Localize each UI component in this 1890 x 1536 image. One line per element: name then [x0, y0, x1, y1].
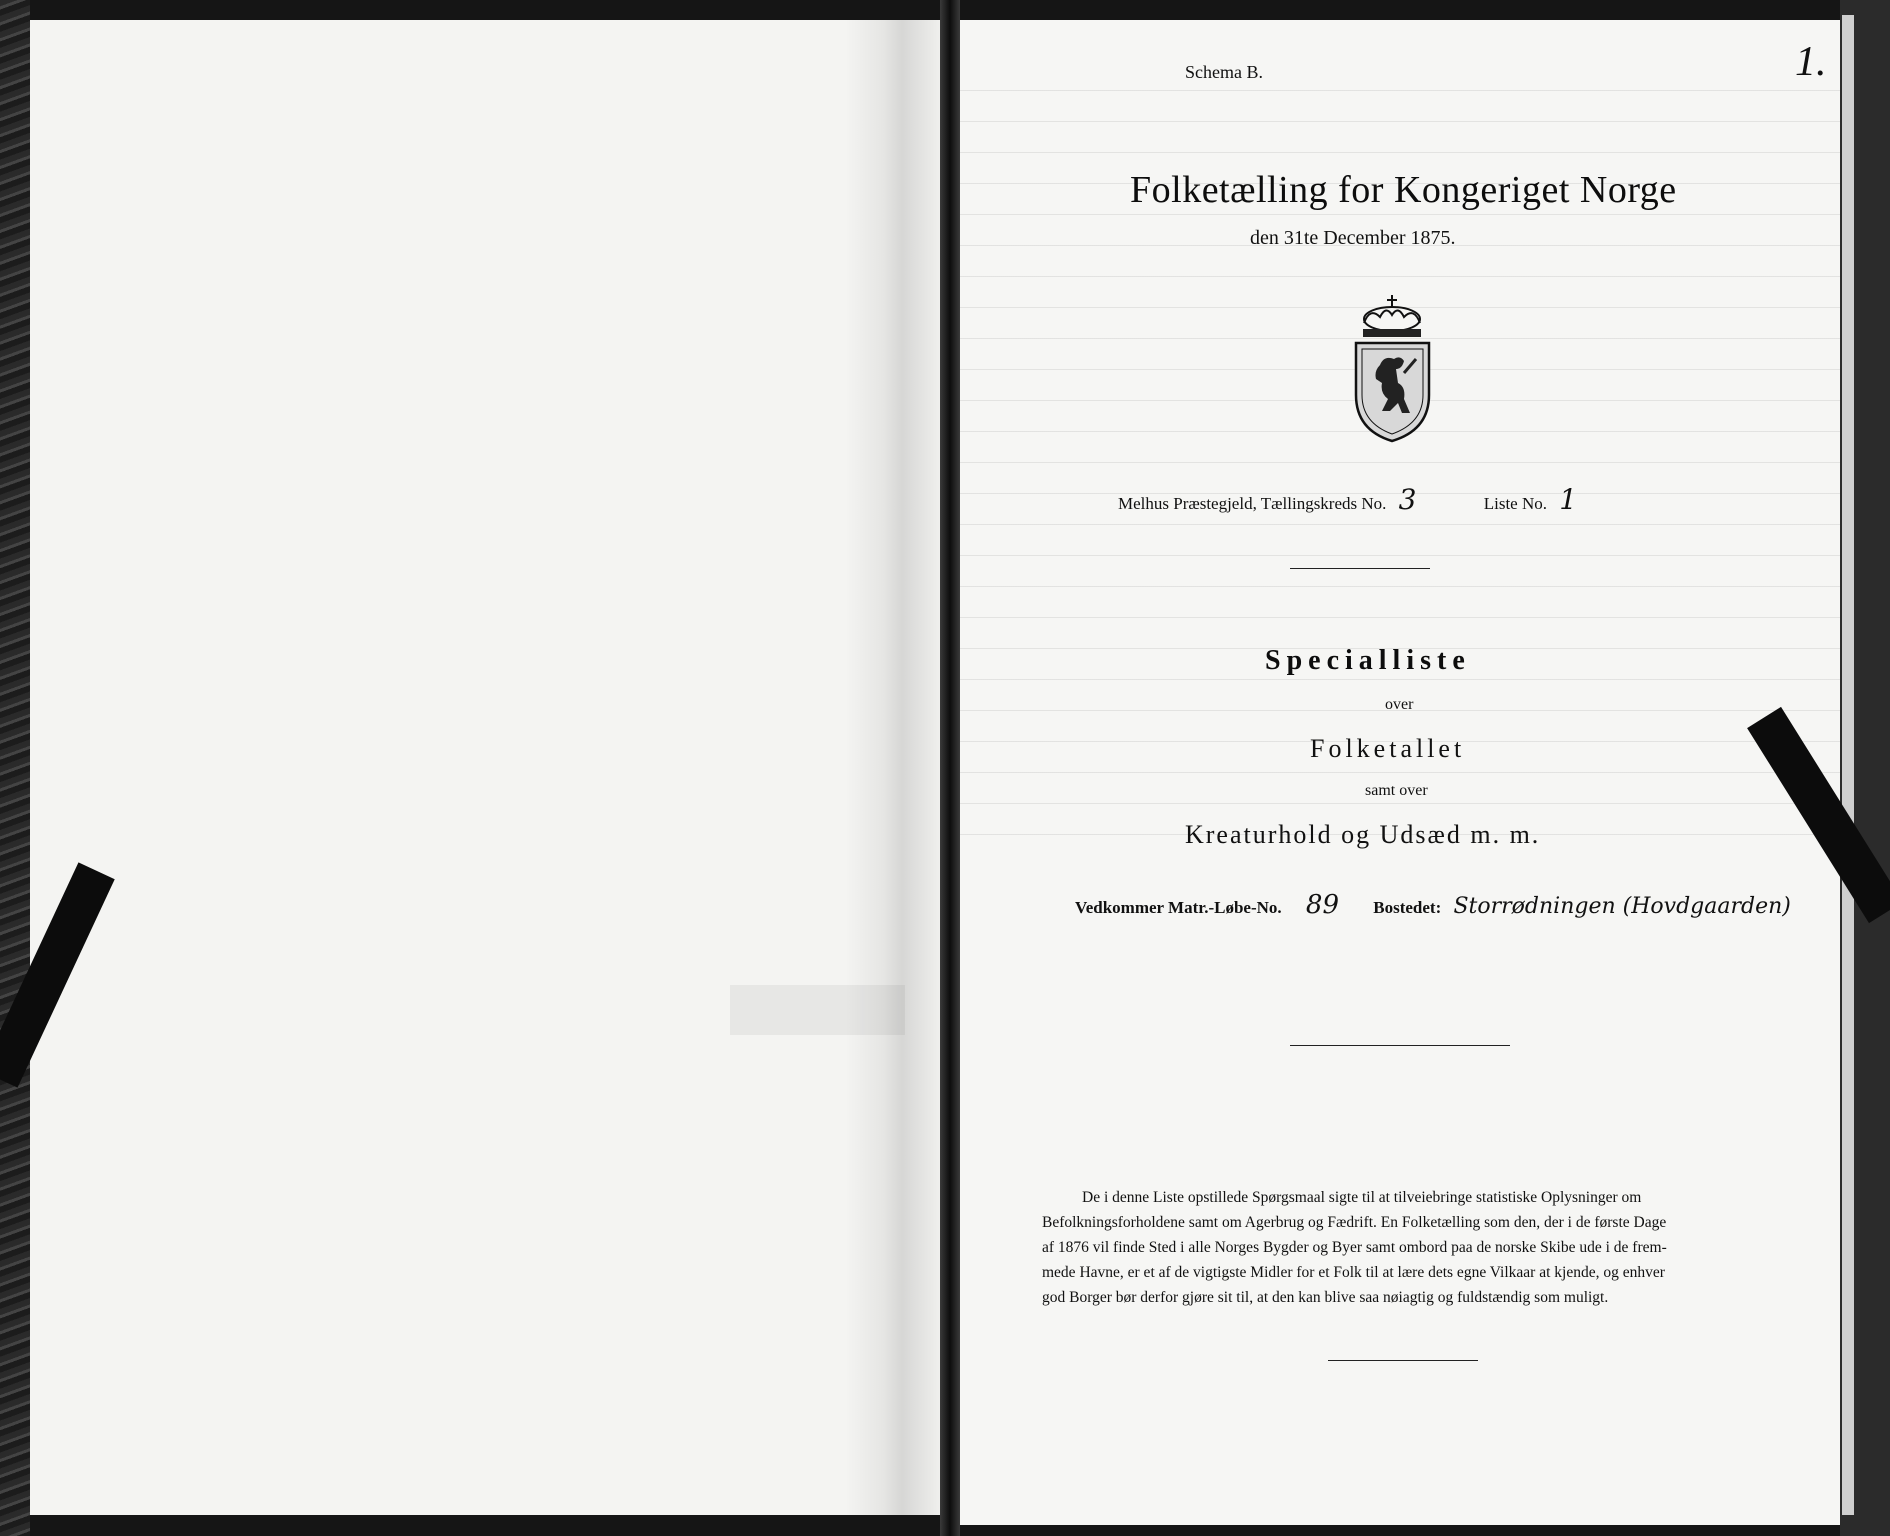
- samt-over-text: samt over: [1365, 782, 1428, 799]
- matr-value: 89: [1305, 890, 1339, 920]
- list-label: Liste No.: [1483, 494, 1548, 513]
- bosted-value: Storrødningen (Hovdgaarden): [1453, 894, 1791, 919]
- census-date: den 31te December 1875.: [1250, 227, 1456, 249]
- over-text: over: [1385, 696, 1414, 713]
- book-spine: [940, 0, 960, 1536]
- notice-line: Befolkningsforholdene samt om Agerbrug og Fædrift. En Folketælling som den, der i de første Dage: [1042, 1214, 1667, 1231]
- district-label: Tællingskreds No.: [1260, 494, 1387, 513]
- list-value: 1: [1559, 483, 1578, 516]
- matr-label: Vedkommer Matr.-Løbe-No.: [1075, 898, 1282, 917]
- crowned-lion-shield-icon: [1350, 295, 1435, 443]
- faint-stamp-mark: [730, 985, 905, 1035]
- property-line: [1075, 890, 1799, 920]
- notice-line: De i denne Liste opstillede Spørgsmaal sigte til at tilveiebringe statistiske Oplysninger om: [1082, 1189, 1642, 1206]
- notice-paragraph: [1042, 1185, 1672, 1310]
- page-stack-edge: [1842, 15, 1854, 1515]
- page-title: Folketælling for Kongeriget Norge: [1130, 169, 1677, 211]
- divider-rule-3: [1328, 1360, 1478, 1361]
- left-blank-page: [30, 20, 942, 1515]
- location-line: [1118, 483, 1585, 516]
- marbled-cover-edge: [0, 0, 30, 1536]
- divider-rule-1: [1290, 568, 1430, 569]
- folketallet-text: Folketallet: [1310, 734, 1466, 763]
- page-number: 1.: [1795, 39, 1827, 85]
- page-crease-shadow: [845, 20, 940, 1515]
- kreaturhold-text: Kreaturhold og Udsæd m. m.: [1185, 820, 1541, 849]
- specialliste-heading: Specialliste: [1265, 645, 1471, 676]
- bosted-label: Bostedet:: [1373, 898, 1442, 917]
- schema-label: Schema B.: [1185, 62, 1263, 82]
- notice-line: mede Havne, er et af de vigtigste Midler for et Folk til at lære dets egne Vilkaar at kjende, og enhver: [1042, 1264, 1665, 1281]
- notice-line: af 1876 vil finde Sted i alle Norges Bygder og Byer samt ombord paa de norske Skibe ude i de frem-: [1042, 1239, 1667, 1256]
- parish-label: Melhus Præstegjeld,: [1118, 494, 1257, 513]
- district-value: 3: [1398, 483, 1417, 516]
- notice-line: god Borger bør derfor gjøre sit til, at den kan blive saa nøiagtig og fuldstændig som muligt.: [1042, 1289, 1609, 1306]
- divider-rule-2: [1290, 1045, 1510, 1046]
